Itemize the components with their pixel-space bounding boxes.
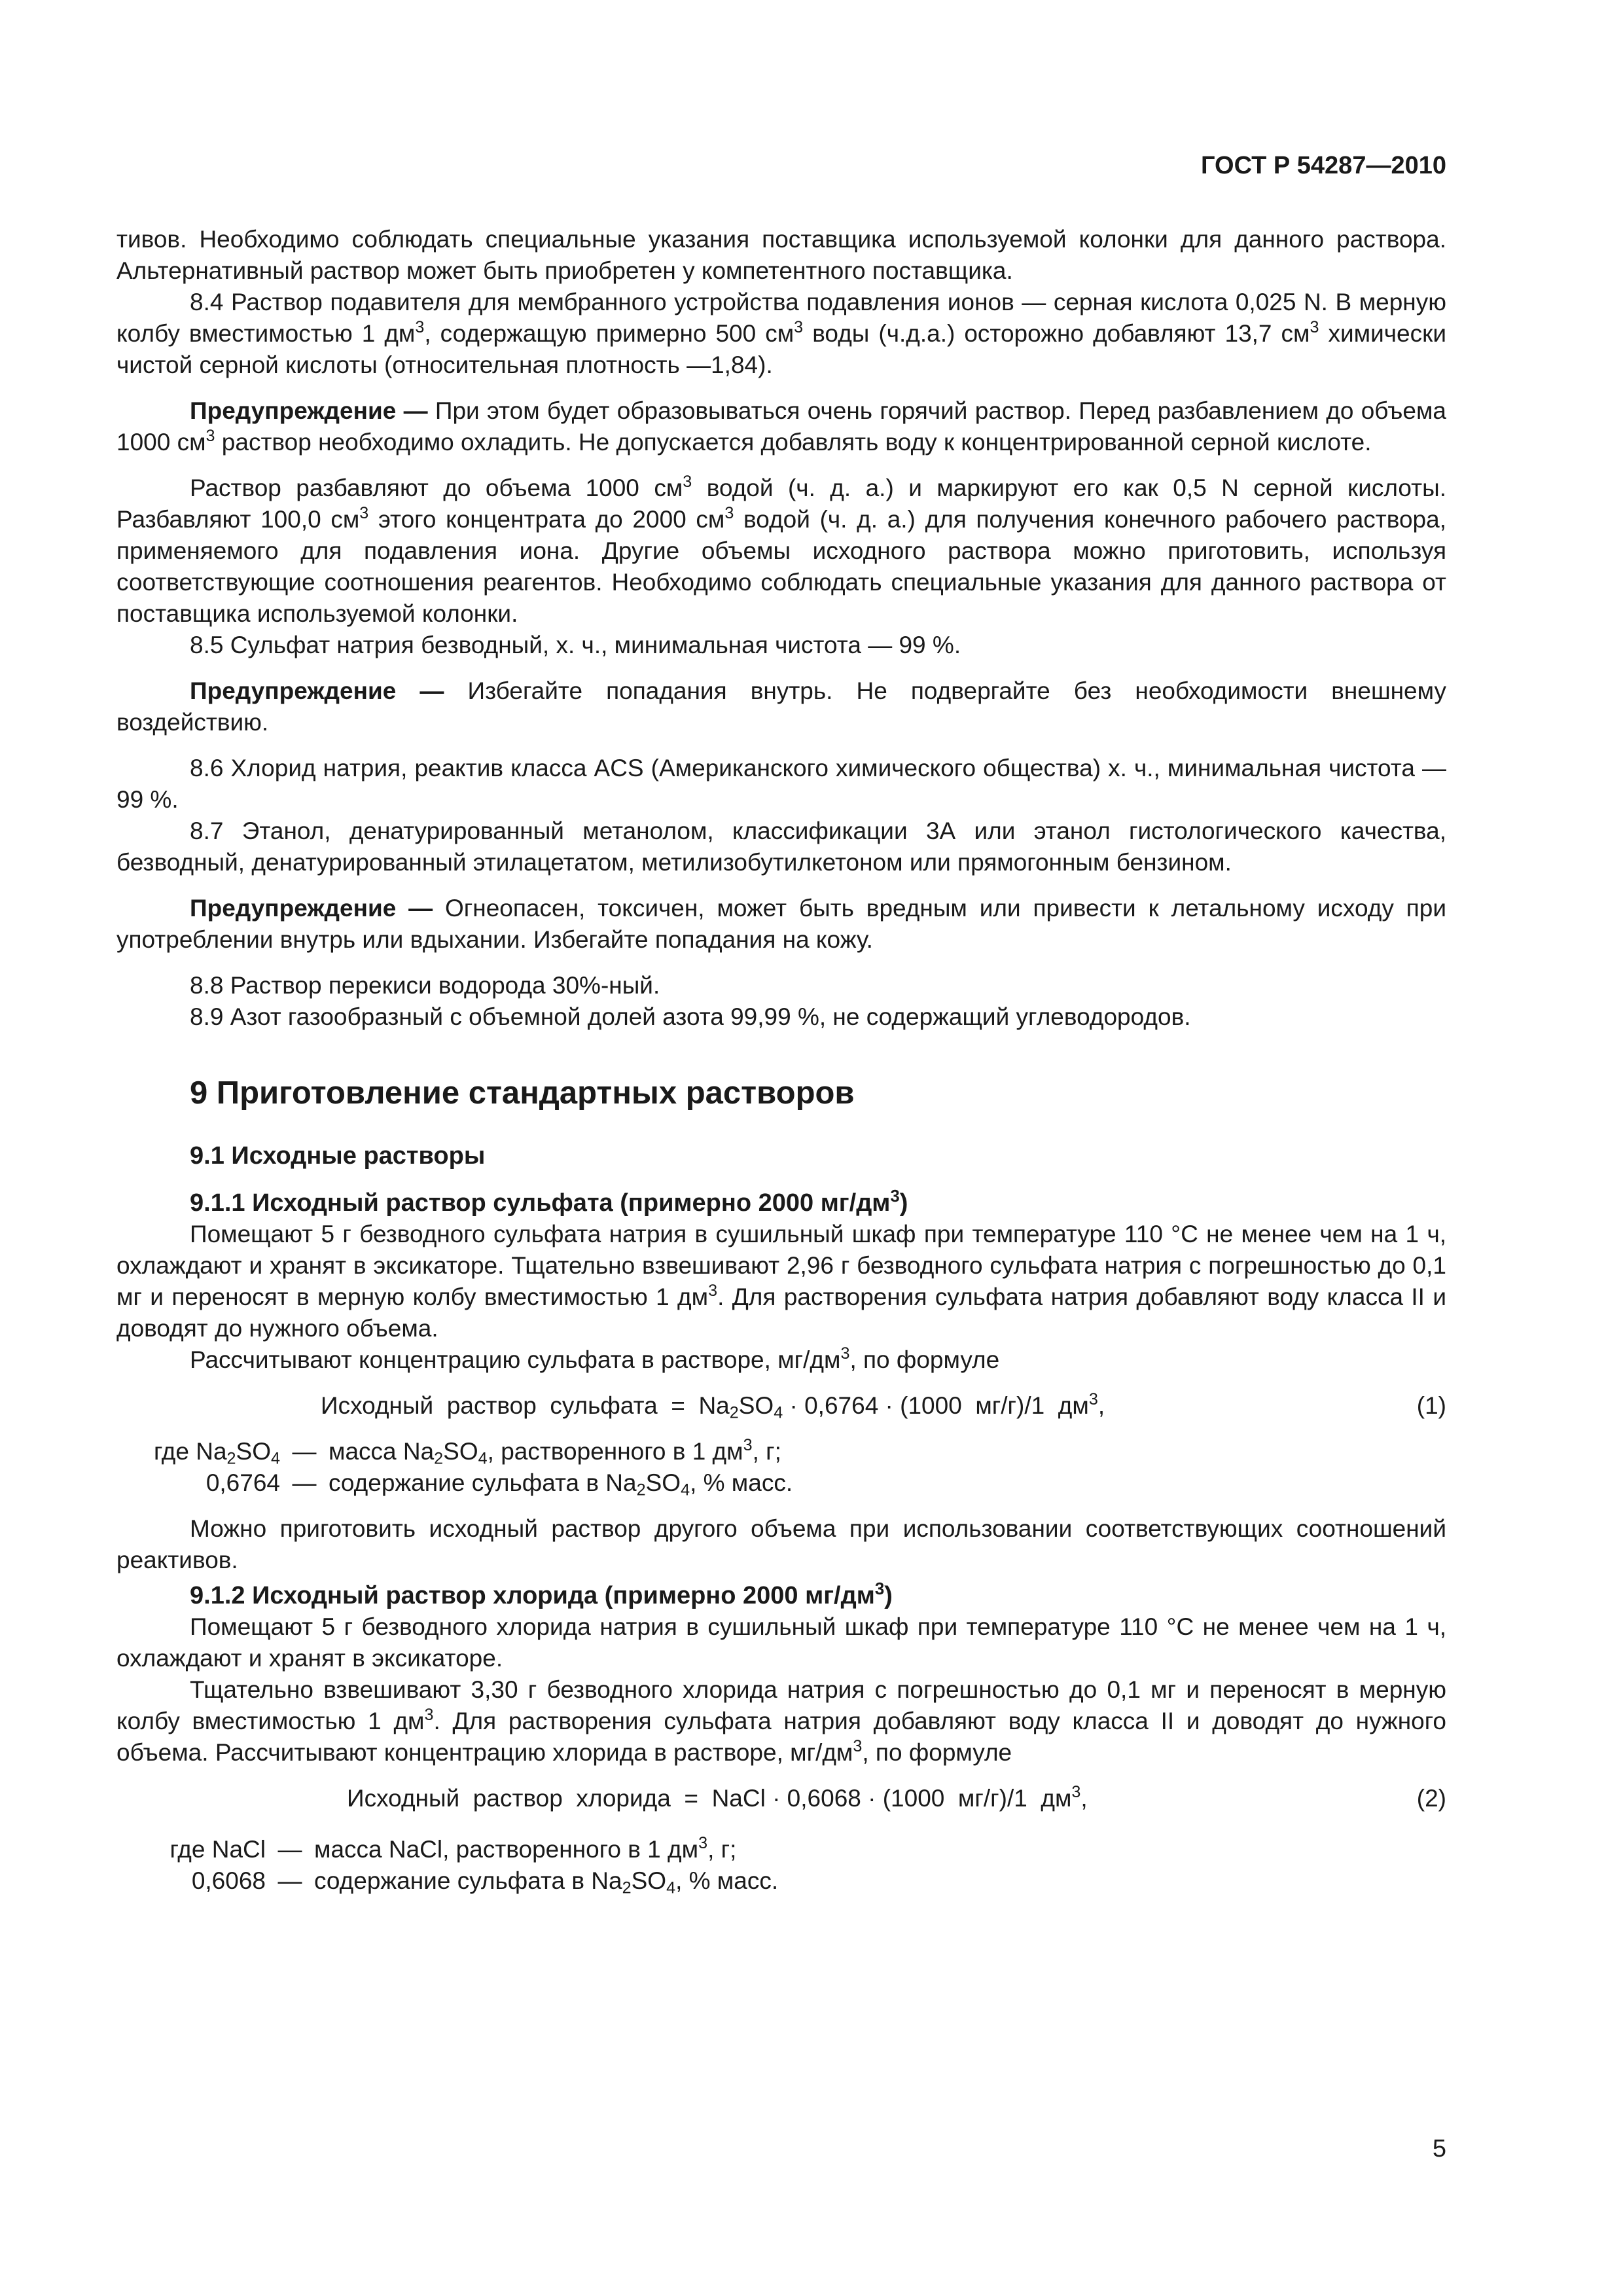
formula-2-number: (2) [1416, 1785, 1446, 1812]
formula-1-expression: Исходный раствор сульфата = $Na_2SO_4 \cdot 0,6764 \cdot (1000$ мг/г)/1 $дм^3$, [321, 1390, 1105, 1422]
paragraph: Рассчитывают концентрацию сульфата в растворе, $мг/дм^3$, по формуле [190, 1344, 1000, 1373]
formula-2-legend-item: где NaCl — масса NaCl, растворенного в 1 $дм^3$, г; [169, 1834, 737, 1863]
subsection-heading-9-1: 9.1 Исходные растворы [190, 1142, 486, 1170]
document-body [116, 224, 1446, 1897]
paragraph-8-4: 8.4 Раствор подавителя для мембранного устройства подавления ионов — серная кислота 0,025 N. В мерную колбу вместимостью 1 $дм^3$, содержащую примерно 500 $см^3$ воды (ч.д.а.) осторожно добавляют 13,7 $см^3$ химически чистой серной кислоты (относительная плотность —1,84). [116, 289, 1446, 378]
formula-1 [116, 1390, 1446, 1422]
warning-1: Предупреждение — При этом будет образовываться очень горячий раствор. Перед разбавлением до объема 1000 $см^3$ раствор необходимо охладить. Не допускается добавлять воду к концентрированной серной кислоте. [116, 397, 1446, 456]
paragraph-8-7: 8.7 Этанол, денатурированный метанолом, классификации 3А или этанол гистологического качества, безводный, денатурированный этилацетатом, метилизобутилкетоном или прямогонным бензином. [116, 817, 1446, 876]
formula-1-legend-item: где $Na_2SO_4$ — масса $Na_2SO_4$, растворенного в 1 $дм^3$, г; [153, 1436, 781, 1468]
paragraph: тивов. Необходимо соблюдать специальные указания поставщика используемой колонки для данного раствора. Альтернативный раствор может быть приобретен у компетентного поставщика. [116, 226, 1446, 284]
paragraph: Помещают 5 г безводного сульфата натрия в сушильный шкаф при температуре 110 °С не менее чем на 1 ч, охлаждают и хранят в эксикаторе. Тщательно взвешивают 2,96 г безводного сульфата натрия с погрешностью до 0,1 мг и переносят в мерную колбу вместимостью 1 $дм^3$. Для растворения сульфата натрия добавляют воду класса II и доводят до нужного объема. [116, 1221, 1446, 1342]
paragraph: Тщательно взвешивают 3,30 г безводного хлорида натрия с погрешностью до 0,1 мг и переносят в мерную колбу вместимостью 1 $дм^3$. Для растворения сульфата натрия добавляют воду класса II и доводят до нужного объема. Рассчитывают концентрацию хлорида в растворе, $мг/дм^3$, по формуле [116, 1676, 1447, 1766]
paragraph: Раствор разбавляют до объема 1000 $см^3$ водой (ч. д. а.) и маркируют его как 0,5 N серной кислоты. Разбавляют 100,0 $см^3$ этого концентрата до 2000 $см^3$ водой (ч. д. а.) для получения конечного рабочего раствора, применяемого для подавления иона. Другие объемы исходного раствора можно приготовить, используя соответствующие соотношения реагентов. Необходимо соблюдать специальные указания для данного раствора от поставщика используемой колонки. [116, 473, 1446, 627]
paragraph-8-9: 8.9 Азот газообразный с объемной долей азота 99,99 %, не содержащий углеводородов. [190, 1003, 1191, 1030]
formula-2 [116, 1783, 1446, 1814]
paragraph-8-6: 8.6 Хлорид натрия, реактив класса ACS (Американского химического общества) х. ч., минимальная чистота — 99 %. [116, 755, 1446, 813]
paragraph: Помещают 5 г безводного хлорида натрия в сушильный шкаф при температуре 110 °С не менее чем на 1 ч, охлаждают и хранят в эксикаторе. [116, 1613, 1446, 1672]
subsection-heading-9-1-1: 9.1.1 Исходный раствор сульфата (примерно 2000 $мг/дм^3$) [190, 1187, 908, 1217]
formula-1-legend-item: 0,6764 — содержание сульфата в $Na_2SO_4$, % масс. [205, 1469, 793, 1499]
page-number: 5 [1432, 2135, 1446, 2162]
formula-1-number: (1) [1416, 1392, 1446, 1419]
subsection-heading-9-1-2: 9.1.2 Исходный раствор хлорида (примерно 2000 $мг/дм^3$) [190, 1579, 893, 1609]
paragraph-8-8: 8.8 Раствор перекиси водорода 30%-ный. [190, 972, 660, 999]
paragraph-8-5: 8.5 Сульфат натрия безводный, х. ч., минимальная чистота — 99 %. [190, 632, 961, 658]
warning-3: Предупреждение — Огнеопасен, токсичен, может быть вредным или привести к летальному исходу при употреблении внутрь или вдыхании. Избегайте попадания на кожу. [116, 895, 1446, 953]
section-heading-9: 9 Приготовление стандартных растворов [190, 1075, 855, 1111]
document-header: ГОСТ Р 54287—2010 [1201, 152, 1446, 179]
paragraph: Можно приготовить исходный раствор другого объема при использовании соответствующих соотношений реактивов. [116, 1515, 1446, 1573]
warning-2: Предупреждение — Избегайте попадания внутрь. Не подвергайте без необходимости внешнему воздействию. [116, 677, 1446, 736]
formula-2-legend-item: 0,6068 — содержание сульфата в $Na_2SO_4$, % масс. [191, 1867, 779, 1897]
formula-2-expression: Исходный раствор хлорида = NaCl · 0,6068 · (1000 мг/г)/1 $дм^3$, [347, 1783, 1088, 1812]
